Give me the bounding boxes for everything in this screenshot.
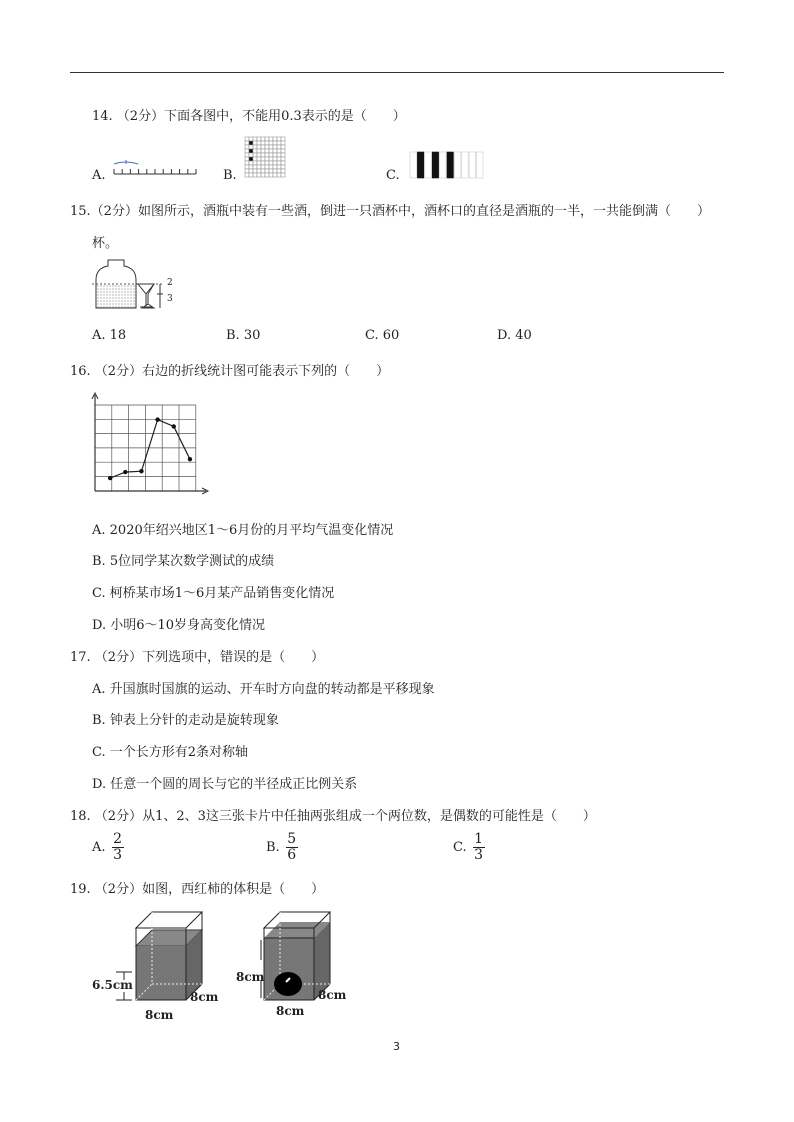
q15-option-d: D. 40 bbox=[497, 328, 532, 343]
q18-option-c-fraction bbox=[473, 832, 485, 863]
page-number: 3 bbox=[393, 1040, 400, 1053]
q16-option-c: C. 柯桥某市场1～6月某产品销售变化情况 bbox=[92, 586, 335, 601]
q18-option-c bbox=[453, 832, 485, 863]
q14-grid-figure bbox=[244, 136, 286, 178]
q18-option-b-fraction bbox=[286, 832, 298, 863]
question-15-line2: 杯。 bbox=[92, 236, 119, 251]
question-16: 16. （2分）右边的折线统计图可能表示下列的（ ） bbox=[70, 364, 390, 379]
q19-left-depth-label: 8cm bbox=[190, 990, 219, 1004]
q19-left-height-label: 6.5cm bbox=[92, 978, 133, 992]
fraction-denominator: 6 bbox=[287, 847, 297, 863]
q16-option-a: A. 2020年绍兴地区1～6月份的月平均气温变化情况 bbox=[92, 523, 394, 538]
q17-option-d: D. 任意一个圆的周长与它的半径成正比例关系 bbox=[92, 777, 358, 792]
q18-option-a-letter: A. bbox=[92, 840, 106, 855]
q14-option-c: C. bbox=[386, 168, 400, 183]
q14-bars-figure bbox=[408, 150, 488, 180]
question-17: 17. （2分）下列选项中，错误的是（ ） bbox=[70, 650, 325, 665]
q15-label-2: 2 bbox=[167, 278, 173, 288]
q17-option-c: C. 一个长方形有2条对称轴 bbox=[92, 745, 249, 760]
header-rule bbox=[70, 72, 724, 73]
q17-option-b: B. 钟表上分针的走动是旋转现象 bbox=[92, 713, 279, 728]
q18-option-a bbox=[92, 832, 124, 863]
fraction-numerator: 5 bbox=[287, 831, 297, 847]
q17-option-a: A. 升国旗时国旗的运动、开车时方向盘的转动都是平移现象 bbox=[92, 682, 435, 697]
q19-left-width-label: 8cm bbox=[145, 1008, 174, 1022]
fraction-numerator: 2 bbox=[113, 831, 122, 847]
q14-option-b: B. bbox=[223, 168, 237, 183]
q16-line-chart bbox=[88, 393, 212, 497]
q16-option-b: B. 5位同学某次数学测试的成绩 bbox=[92, 554, 275, 569]
question-14: 14. （2分）下面各图中，不能用0.3表示的是（ ） bbox=[92, 109, 406, 124]
fraction-denominator: 3 bbox=[113, 847, 122, 863]
question-19: 19. （2分）如图，西红柿的体积是（ ） bbox=[70, 882, 325, 897]
q16-option-d: D. 小明6～10岁身高变化情况 bbox=[92, 618, 266, 633]
q19-right-depth-label: 8cm bbox=[318, 988, 347, 1002]
q18-option-c-letter: C. bbox=[453, 840, 467, 855]
q18-option-a-fraction bbox=[112, 832, 124, 863]
fraction-numerator: 1 bbox=[474, 831, 484, 847]
q15-option-c: C. 60 bbox=[365, 328, 400, 343]
question-18: 18. （2分）从1、2、3这三张卡片中任抽两张组成一个两位数，是偶数的可能性是（ ） bbox=[70, 809, 596, 824]
q19-right-width-label: 8cm bbox=[276, 1004, 305, 1018]
fraction-denominator: 3 bbox=[474, 847, 484, 863]
q15-label-3: 3 bbox=[167, 294, 173, 304]
q15-option-a: A. 18 bbox=[92, 328, 127, 343]
tomato-icon bbox=[274, 972, 302, 996]
q18-option-b bbox=[266, 832, 298, 863]
question-15: 15.（2分）如图所示，酒瓶中装有一些酒，倒进一只酒杯中，酒杯口的直径是酒瓶的一半，一共能倒满（ ） bbox=[70, 204, 710, 219]
q18-option-b-letter: B. bbox=[266, 840, 280, 855]
q14-option-a: A. bbox=[92, 168, 106, 183]
q15-option-b: B. 30 bbox=[226, 328, 261, 343]
q14-ruler-figure bbox=[110, 158, 200, 180]
q19-right-height-label: 8cm bbox=[236, 970, 265, 984]
